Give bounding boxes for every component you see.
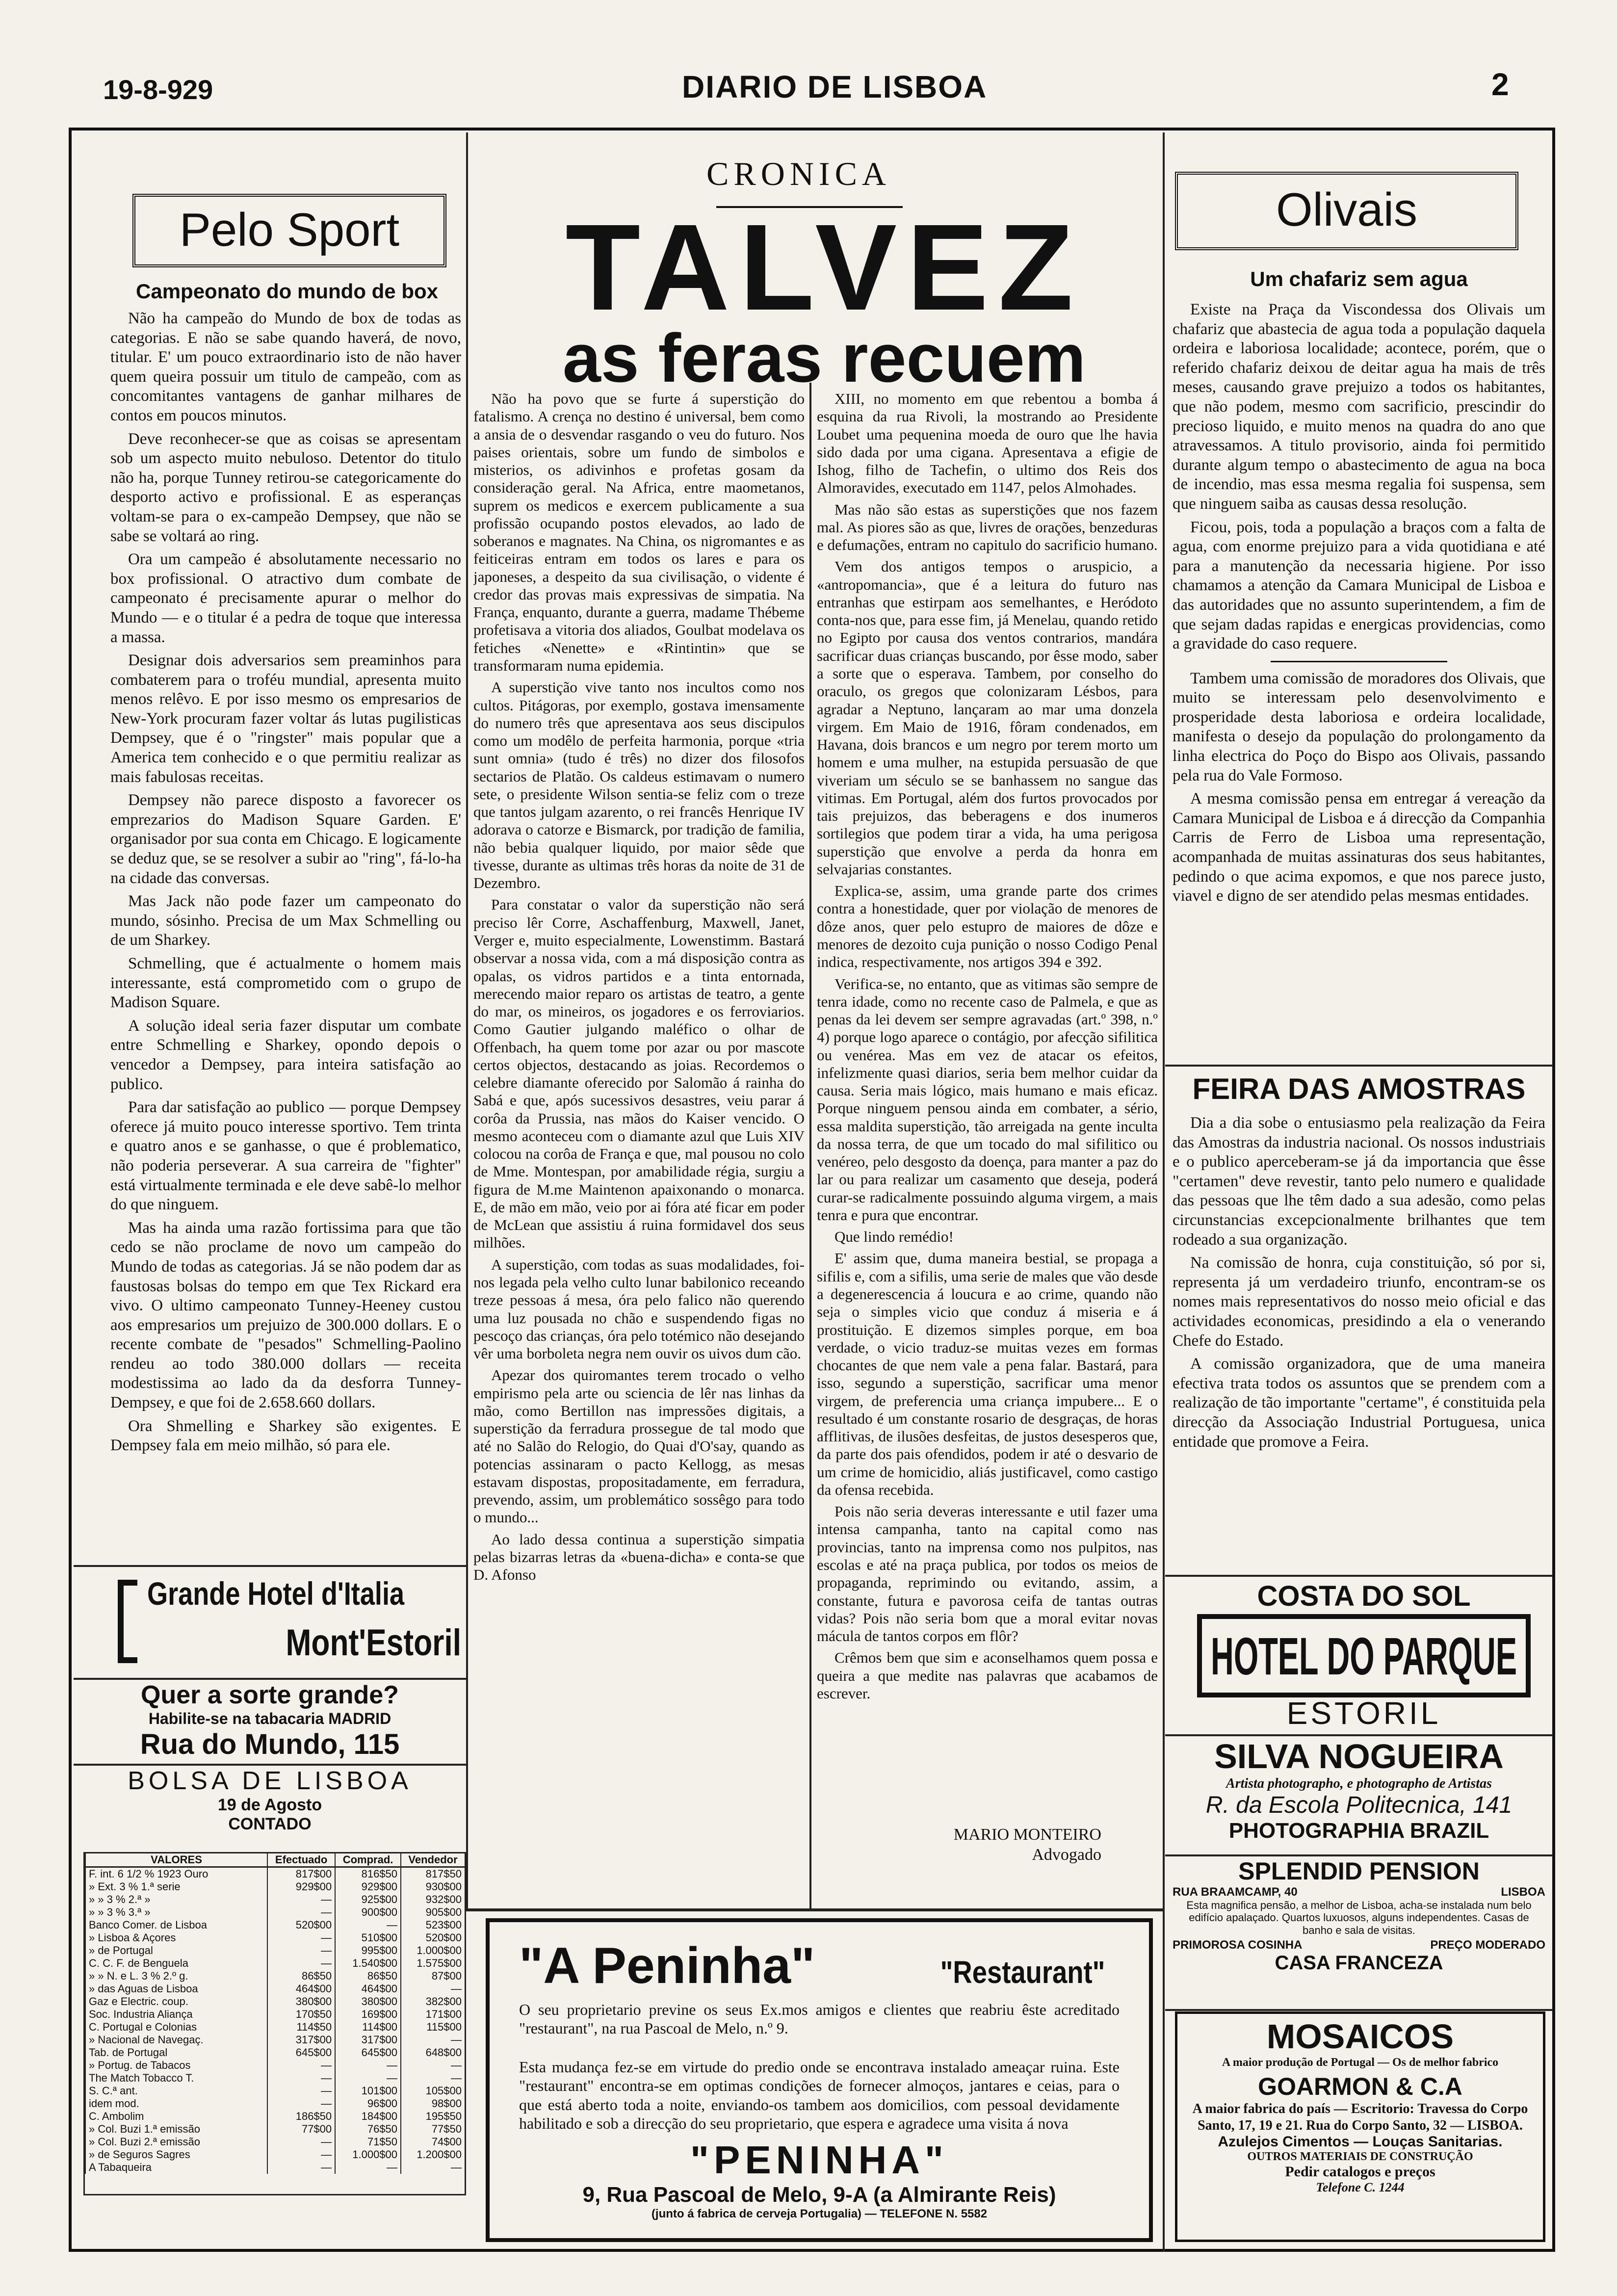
parque-box xyxy=(1197,1614,1531,1697)
mosaicos-phone: Telefone C. 1244 xyxy=(1316,2180,1405,2195)
divider xyxy=(1165,1575,1553,1577)
sorte-tabacaria: Habilite-se na tabacaria MADRID xyxy=(148,1710,391,1727)
table-row xyxy=(85,1983,465,1995)
table-row xyxy=(85,1867,465,1881)
mosaicos-text-3: OUTROS MATERIAIS DE CONSTRUÇÃO xyxy=(1247,2150,1473,2164)
price-cell: 1.540$00 xyxy=(335,1957,401,1970)
price-cell: — xyxy=(401,2059,465,2072)
security-name: » » 3 % 3.ª » xyxy=(85,1906,267,1919)
price-cell: 995$00 xyxy=(335,1944,401,1957)
paragraph: Pois não seria deveras interessante e util fazer uma intensa campanha, tanto na capital como nas provincias, tanto na imprensa como nos pulpitos, nas escolas e até na praça publica, por todos os meios de propaganda, reprimindo ou evitando, assim, a constante, futura e pavorosa ceifa de tantas outras vidas? Pois não seria bom que a moral evitar novas mácula de tantos corpos em flôr? xyxy=(817,1503,1158,1645)
feira-headline: FEIRA DAS AMOSTRAS xyxy=(1192,1072,1526,1105)
paragraph: Apezar dos quiromantes terem trocado o velho empirismo pela arte ou sciencia de lêr nas linhas da mão, como Bertillon nas impressões digitais, a superstição da ferradura prossegue de tal modo que até no Salão do Relogio, do Quai d'O'say, quando as potencias assinaram o pacto Kellogg, as mesas estavam dispostas, propositadamente, em ferradura, prevendo, assim, um problemático sossêgo para todo o mundo... xyxy=(473,1366,805,1526)
table-row xyxy=(85,2034,465,2046)
mosaicos-text-2: Azulejos Cimentos — Louças Sanitarias. xyxy=(1218,2134,1503,2150)
peninha-footer: (junto á fabrica de cerveja Portugalia) — TELEFONE N. 5582 xyxy=(651,2207,988,2221)
splendid-right: PREÇO MODERADO xyxy=(1430,1938,1545,1952)
price-cell: — xyxy=(335,1919,401,1931)
security-name: The Match Tobacco T. xyxy=(85,2072,267,2085)
table-row xyxy=(85,2085,465,2097)
ad-grande-hotel-italia xyxy=(118,1575,461,1673)
paragraph: Na comissão de honra, cuja constituição, só por si, representa já um verdadeiro triunfo, encontram-se os nomes mais representativos do nosso meio oficial e das actividades economicas, presidindo a ela o venerando Chefe do Estado. xyxy=(1173,1254,1545,1350)
cronica-kicker: CRONICA xyxy=(706,155,891,192)
cronica-column-1 xyxy=(473,390,805,1906)
sorte-address: Rua do Mundo, 115 xyxy=(140,1728,400,1759)
security-name: » Col. Buzi 1.ª emissão xyxy=(85,2123,267,2136)
price-cell: 817$00 xyxy=(267,1867,335,1881)
column-rule xyxy=(1163,132,1165,2252)
silva-address: R. da Escola Politecnica, 141 xyxy=(1205,1792,1513,1818)
silva-line-1: Artista photographo, e photographo de Artistas xyxy=(1226,1776,1492,1791)
bolsa-title: BOLSA DE LISBOA xyxy=(128,1767,412,1795)
table-row xyxy=(85,2110,465,2123)
price-cell: 195$50 xyxy=(401,2110,465,2123)
peninha-subtitle: "Restaurant" xyxy=(940,1955,1105,1990)
cronica-headline-sub: as feras recuem xyxy=(562,324,1086,392)
security-name: idem mod. xyxy=(85,2097,267,2110)
olivais-article xyxy=(1173,300,1545,1051)
mosaicos-text-4: Pedir catalogos e preços xyxy=(1285,2164,1435,2180)
sport-article xyxy=(110,309,461,1550)
ad-mosaicos xyxy=(1175,2011,1545,2242)
price-cell: — xyxy=(335,2059,401,2072)
price-cell: 464$00 xyxy=(335,1983,401,1995)
price-cell: 98$00 xyxy=(401,2097,465,2110)
paragraph: Ao lado dessa continua a superstição simpatia pelas bizarras letras da «buena-dicha» e conta-se que D. Afonso xyxy=(473,1530,805,1584)
price-cell: — xyxy=(267,1957,335,1970)
author-title: Advogado xyxy=(1032,1845,1101,1864)
cronica-column-2 xyxy=(817,390,1158,1823)
bolsa-date: 19 de Agosto xyxy=(217,1796,322,1814)
price-cell: — xyxy=(267,2059,335,2072)
table-row xyxy=(85,1995,465,2008)
sorte-headline: Quer a sorte grande? xyxy=(141,1681,399,1709)
divider xyxy=(1165,2009,1553,2011)
table-row xyxy=(85,2161,465,2174)
peninha-address: 9, Rua Pascoal de Melo, 9-A (a Almirante Reis) xyxy=(582,2183,1056,2207)
mosaicos-subtitle: A maior produção de Portugal — Os de melhor fabrico xyxy=(1222,2056,1499,2069)
security-name: » Lisboa & Açores xyxy=(85,1931,267,1944)
divider xyxy=(74,1764,466,1766)
mosaicos-title: MOSAICOS xyxy=(1266,2017,1454,2056)
cronica-signature xyxy=(817,1825,1101,1865)
paragraph: A solução ideal seria fazer disputar um combate entre Schmelling e Sharkey, opondo depois o vencedor a Dempsey, para inteira satisfação ao publico. xyxy=(110,1017,461,1093)
paragraph: Tambem uma comissão de moradores dos Olivais, que muito se interessam pelo desenvolvimento e prosperidade desta laboriosa e ordeira localidade, manifesta o desejo da população do prolongamento da linha electrica do Poço do Bispo aos Olivais, passando pela rua do Vale Formoso. xyxy=(1173,669,1545,784)
olivais-headline: Um chafariz sem agua xyxy=(1250,267,1468,290)
security-name: C. Portugal e Colonias xyxy=(85,2021,267,2034)
price-cell: 900$00 xyxy=(335,1906,401,1919)
price-cell: 169$00 xyxy=(335,2008,401,2021)
paragraph: Deve reconhecer-se que as coisas se apresentam sob um aspecto muito nebuloso. Detentor do titulo não ha, porque Tunney retirou-se categoricamente do desporto activo e profissional. E as esperanças voltam-se para o ex-campeão Dempsey, que não se sabe se voltará ao ring. xyxy=(110,430,461,545)
price-cell: 77$50 xyxy=(401,2123,465,2136)
security-name: » » 3 % 2.ª » xyxy=(85,1893,267,1906)
price-cell: 905$00 xyxy=(401,1906,465,1919)
column-header: Comprad. xyxy=(335,1853,401,1867)
price-cell: 929$00 xyxy=(267,1880,335,1893)
splendid-text: Esta magnifica pensão, a melhor de Lisboa, acha-se instalada num belo edifício apalaçado. Quartos luxuosos, alguns independentes. Casas de banho e sala de visitas. xyxy=(1186,1899,1532,1936)
price-cell: 816$50 xyxy=(335,1867,401,1881)
paragraph: Designar dois adversarios sem preaminhos para combaterem para o troféu mundial, apresenta muito menos relêvo. E por isso mesmo os empresarios de New-York procuram fazer voltar ás lutas pugilisticas Dempsey, que é o "ringster" mais popular que a America tem conhecido e o que permitiu realizar as mais fabulosas receitas. xyxy=(110,652,461,786)
parque-top: COSTA DO SOL xyxy=(1257,1580,1471,1612)
security-name: » » N. e L. 3 % 2.º g. xyxy=(85,1970,267,1983)
paragraph: Crêmos bem que sim e aconselhamos quem possa e queira a que medite nas palavras que acabamos de escrever. xyxy=(817,1649,1158,1702)
price-cell: 74$00 xyxy=(401,2136,465,2148)
paragraph: A comissão organizadora, que de uma maneira efectiva trata todos os assuntos que se prendem com a realização de tão importante "certame", é constituida pela direcção da Associação Industrial Portuguesa, unica entidade que promove a Feira. xyxy=(1173,1355,1545,1451)
paragraph: Ora um campeão é absolutamente necessario no box profissional. O atractivo dum combate de campeonato é precisamente apurar o melhor do Mundo — e o titular é a pedra de toque que interessa a massa. xyxy=(110,550,461,646)
peninha-para-1: O seu proprietario previne os seus Ex.mos amigos e clientes que reabriu êste acreditado "restaurant", na rua Pascoal de Melo, n.º 9. xyxy=(519,2001,1120,2037)
price-cell: 86$50 xyxy=(267,1970,335,1983)
table-row xyxy=(85,2097,465,2110)
hotel-italia-location: Mont'Estoril xyxy=(286,1622,461,1664)
bolsa-table xyxy=(85,1853,465,2174)
page-number: 2 xyxy=(1491,67,1509,102)
price-cell: 510$00 xyxy=(335,1931,401,1944)
price-cell: 76$50 xyxy=(335,2123,401,2136)
paragraph: A superstição vive tanto nos incultos como nos cultos. Pitágoras, por exemplo, gostava imensamente do numero três que apresentava aos seus discipulos como um modêlo de perfeita harmonia, porque «tria sunt omnia» (tudo é três) no dizer dos filosofos sectarios de Platão. Os caldeus estimavam o numero sete, o presidente Wilson sentia-se feliz com o treze que tantos julgam azarento, o rei francês Henrique IV adorava o catorze e Bismarck, por tradição de familia, não bebia qualquer liquido, por maior sêde que tivesse, durante as ultimas três horas da noite de 31 de Dezembro. xyxy=(473,678,805,892)
price-cell: — xyxy=(267,2148,335,2161)
splendid-city: LISBOA xyxy=(1501,1885,1545,1899)
peninha-header xyxy=(519,1937,1120,1995)
splendid-address-row xyxy=(1173,1885,1545,1899)
table-row xyxy=(85,1957,465,1970)
bolsa-header xyxy=(78,1766,461,1834)
security-name: Gaz e Electric. coup. xyxy=(85,1995,267,2008)
sport-headline: Campeonato do mundo de box xyxy=(136,280,438,303)
price-cell: 523$00 xyxy=(401,1919,465,1931)
price-cell: 87$00 xyxy=(401,1970,465,1983)
price-cell: 1.575$00 xyxy=(401,1957,465,1970)
column-header: Efectuado xyxy=(267,1853,335,1867)
paragraph: XIII, no momento em que rebentou a bomba á esquina da rua Rivoli, la mostrando ao Presidente Loubet uma pequenina moeda de ouro que lhe havia sido dada por uma cigana. Apresentava a efigie de Ishog, filho de Tachefin, o ultimo dos Reis dos Almoravides, executado em 1147, pelos Almohades. xyxy=(817,390,1158,496)
ad-peninha xyxy=(486,1918,1153,2242)
table-row xyxy=(85,1893,465,1906)
table-row xyxy=(85,1906,465,1919)
cronica-headline-main: TALVEZ xyxy=(565,206,1083,329)
paragraph: Existe na Praça da Viscondessa dos Olivais um chafariz que abastecia de agua toda a população daquela ordeira e laboriosa localidade; acontece, porém, que o referido chafariz deixou de deitar agua ha mais de três meses, causando grave prejuizo a todos os habitantes, que não podem, mesmo com sacrificio, prescindir do precioso liquido, e muito menos na quadra do ano que atravessamos. A titulo provisorio, ainda foi permitido durante algum tempo o abastecimento de agua na boca de incendio, mas essa mesma regalia foi suspensa, sem que ninguem saiba as causas dessa resolução. xyxy=(1173,301,1545,513)
paragraph: A mesma comissão pensa em entregar á vereação da Camara Municipal de Lisboa e á direcção da Companhia Carris de Ferro de Lisboa uma representação, acompanhada de muitas assinaturas dos seus habitantes, pedindo o que acima expomos, e que nos parece justo, viavel e digno de ser atendido pelas mesmas entidades. xyxy=(1173,790,1545,905)
paragraph: E' assim que, duma maneira bestial, se propaga a sifilis e, com a sifilis, uma serie de males que vão desde a degenerescencia á loucura e ao crime, quando não seja o simples vicio que conduz á miseria e á prostituição. E dizemos simples porque, em boa verdade, o vicio traduz-se muitas vezes em formas chocantes de que nem vale a pena falar. Bastará, para isso, segundo a superstição, sacrificar uma menor virgem, de preferencia uma criança impubere... E o resultado é um constante rosario de desgraças, de horas afflitivas, de ilusões desfeitas, de justos desesperos que, da parte dos pais ofendidos, podem ir até o desvario de um crime de homicidio, aliás justificavel, como castigo da ofensa recebida. xyxy=(817,1250,1158,1498)
security-name: A Tabaqueira xyxy=(85,2161,267,2174)
splendid-footer: CASA FRANCEZA xyxy=(1275,1952,1443,1974)
price-cell: 932$00 xyxy=(401,1893,465,1906)
paragraph: Vem dos antigos tempos o aruspicio, a «antropomancia», que é a leitura do futuro nas entranhas que estirpam aos semelhantes, e Heródoto conta-nos que, para esse fim, já Menelau, quando retido no Egipto por causa dos ventos contrarios, mandára sacrificar duas crianças buscando, por êsse modo, saber a sorte que o esperava. Tambem, por conselho do oraculo, os gregos que colonizaram Lésbos, para agradar a Neptuno, lançaram ao mar uma donzela virgem. Em Maio de 1916, fôram condenados, em Havana, dois brancos e um negro por terem morto um homem e uma mulher, na estupida persuasão de que viveriam um século se se banhassem no sangue das vitimas. Em Portugal, além dos furtos provocados por tais prejuizos, das beberagens e dos inumeros sortilegios que podem tirar a vida, ha uma perigosa superstição que envolve a perda da honra em selvajarias constantes. xyxy=(817,558,1158,878)
table-row xyxy=(85,1919,465,1931)
peninha-title: "A Peninha" xyxy=(519,1937,815,1994)
paragraph: A superstição, com todas as suas modalidades, foi-nos legada pela velho culto lunar babilonico receando treze pessoas á mesa, óra pelo falico não querendo uma luz pousada no chão e suspendendo figas no pescoço das crianças, óra pelo totémico não desejando vêr uma borboleta negra nem ouvir os uivos dum cão. xyxy=(473,1255,805,1362)
table-row xyxy=(85,2072,465,2085)
divider xyxy=(1165,1854,1553,1856)
price-cell: 186$50 xyxy=(267,2110,335,2123)
mosaicos-text-1: A maior fabrica do país — Escritorio: Travessa do Corpo Santo, 17, 19 e 21. Rua do Corpo Santo, 32 — LISBOA. xyxy=(1192,2101,1528,2133)
price-cell: — xyxy=(267,2136,335,2148)
splendid-left: PRIMOROSA COSINHA xyxy=(1173,1938,1303,1952)
table-row xyxy=(85,1931,465,1944)
price-cell: 184$00 xyxy=(335,2110,401,2123)
paragraph: Para dar satisfação ao publico — porque Dempsey oferece já muito pouco interesse sportivo. Tem trinta e quatro anos e se ganhasse, o que é problematico, não poderia perseverar. A sua carreira de "fighter" está virtualmente terminada e ele deve sabê-lo melhor do que ninguem. xyxy=(110,1098,461,1214)
column-header: VALORES xyxy=(85,1853,267,1867)
olivais-section-title: Olivais xyxy=(1175,172,1518,250)
price-cell: — xyxy=(335,2072,401,2085)
table-row xyxy=(85,1944,465,1957)
price-cell: — xyxy=(401,2072,465,2085)
bolsa-table-wrap xyxy=(83,1852,466,2195)
paragraph: Ora Shmelling e Sharkey são exigentes. E Dempsey fala em meio milhão, só para ele. xyxy=(110,1417,461,1455)
ad-tabacaria-madrid xyxy=(78,1680,461,1759)
ad-silva-nogueira xyxy=(1173,1737,1545,1843)
price-cell: 71$50 xyxy=(335,2136,401,2148)
paragraph: Mas não são estas as superstições que nos fazem mal. As piores são as que, livres de orações, benzeduras e defumações, entram no capitulo do sacrificio humano. xyxy=(817,500,1158,554)
price-cell: 1.200$00 xyxy=(401,2148,465,2161)
paragraph: Não ha povo que se furte á superstição do fatalismo. A crença no destino é universal, bem como a ansia de o desvendar rasgando o veu do futuro. Nos paises orientais, sobre um fundo de simbolos e misterios, os adivinhos e profetas gosam da consideração geral. Na Africa, entre maometanos, suprem os medicos e exercem publicamente a sua profissão ocupando postos elevados, ao lado de soberanos e magnates. Na China, os nigromantes e as feiticeiras entram em todos os lares e para os japoneses, a despeito da sua civilisação, o vidente é credor das provas mais expressivas de simpatia. Na França, enquanto, durante a guerra, madame Thébeme profetisava a vitoria dos aliados, Goulbat modelava os fetiches «Nenette» e «Rintintin» que se transformaram numa epidemia. xyxy=(473,390,805,674)
price-cell: — xyxy=(267,1906,335,1919)
price-cell: 317$00 xyxy=(335,2034,401,2046)
splendid-features xyxy=(1173,1938,1545,1952)
price-cell: — xyxy=(335,2161,401,2174)
security-name: C. Ambolim xyxy=(85,2110,267,2123)
splendid-address: RUA BRAAMCAMP, 40 xyxy=(1173,1885,1298,1899)
column-rule xyxy=(466,132,468,1908)
price-cell: 645$00 xyxy=(267,2046,335,2059)
table-row xyxy=(85,2059,465,2072)
price-cell: — xyxy=(267,2072,335,2085)
price-cell: 925$00 xyxy=(335,1893,401,1906)
paragraph: Para constatar o valor da superstição não será preciso lêr Corre, Aschaffenburg, Maxwell, Janet, Verger e, muito especialmente, Lowenstimm. Bastará observar a nossa vida, com a má disposição contra as opalas, os vidros partidos e a tinta entornada, merecendo maior reparo os artistas de teatro, a gente do mar, os mineiros, os jogadores e os ferroviarios. Como Gautier julgando maléfico o olhar de Offenbach, ha quem tome por azar ou por mascote certos objectos, destacando as joias. Recordemos o celebre diamante oferecido por Salomão á rainha do Sabá e que, após sucessivos desastres, veiu parar á corôa da Prussia, nas mãos do Kaiser vencido. O mesmo aconteceu com o diamante azul que Luis XIV colocou na corôa de França e que, mal pousou no colo de Mme. Montespan, por amabilidade régia, surgiu a figura de M.me Maintenon apaixonando o monarca. E, de mão em mão, veio por ai fóra até ficar em poder de McLean que assistiu á ruina formidavel dos seus milhões. xyxy=(473,896,805,1252)
table-row xyxy=(85,2046,465,2059)
security-name: S. C.ª ant. xyxy=(85,2085,267,2097)
price-cell: 105$00 xyxy=(401,2085,465,2097)
price-cell: — xyxy=(267,1931,335,1944)
page-date: 19-8-929 xyxy=(103,74,213,105)
price-cell: 380$00 xyxy=(335,1995,401,2008)
divider xyxy=(466,1908,1163,1911)
security-name: » das Aguas de Lisboa xyxy=(85,1983,267,1995)
bolsa-subtitle: CONTADO xyxy=(228,1815,312,1833)
price-cell: 382$00 xyxy=(401,1995,465,2008)
security-name: » Col. Buzi 2.ª emissão xyxy=(85,2136,267,2148)
hotel-italia-name: Grande Hotel d'Italia xyxy=(147,1575,405,1612)
table-row xyxy=(85,2123,465,2136)
price-cell: 317$00 xyxy=(267,2034,335,2046)
price-cell: 170$50 xyxy=(267,2008,335,2021)
bracket-decoration xyxy=(118,1580,137,1663)
divider xyxy=(1271,661,1447,662)
price-cell: 645$00 xyxy=(335,2046,401,2059)
divider xyxy=(74,1565,466,1567)
security-name: » Portug. de Tabacos xyxy=(85,2059,267,2072)
price-cell: 520$00 xyxy=(267,1919,335,1931)
price-cell: 817$50 xyxy=(401,1867,465,1881)
table-row xyxy=(85,2021,465,2034)
paragraph: Dempsey não parece disposto a favorecer os emprezarios do Madison Square Garden. E' organisador por sua conta em Chicago. E logicamente se deduz que, se se resolver a subir ao "ring", fá-lo-ha na cidade das conversas. xyxy=(110,791,461,887)
security-name: Banco Comer. de Lisboa xyxy=(85,1919,267,1931)
price-cell: 86$50 xyxy=(335,1970,401,1983)
security-name: Soc. Industria Aliança xyxy=(85,2008,267,2021)
paragraph: Explica-se, assim, uma grande parte dos crimes contra a honestidade, quer por violação de menores de dôze anos, quer pelo estupro de maiores de dôze e menores de dezoito cuja punição o nosso Codigo Penal indica, respectivamente, nos artigos 394 e 392. xyxy=(817,882,1158,971)
security-name: » de Seguros Sagres xyxy=(85,2148,267,2161)
price-cell: 648$00 xyxy=(401,2046,465,2059)
sport-section-title: Pelo Sport xyxy=(132,194,446,267)
price-cell: 929$00 xyxy=(335,1880,401,1893)
paragraph: Não ha campeão do Mundo de box de todas as categorias. E não se sabe quando haverá, de novo, titular. E' um pouco extraordinario isto de não haver quem queira possuir um titulo de campeão, com as concomitantes vantagens de ganhar milhares de contos em poucos minutos. xyxy=(110,310,461,424)
column-header: Vendedor xyxy=(401,1853,465,1867)
peninha-name: "PENINHA" xyxy=(690,2138,948,2182)
column-rule xyxy=(809,383,811,1908)
security-name: » Nacional de Navegaç. xyxy=(85,2034,267,2046)
silva-studio: PHOTOGRAPHIA BRAZIL xyxy=(1228,1819,1489,1843)
table-row xyxy=(85,2008,465,2021)
table-row xyxy=(85,2136,465,2148)
price-cell: — xyxy=(267,1893,335,1906)
price-cell: 114$50 xyxy=(267,2021,335,2034)
newspaper-title: DIARIO DE LISBOA xyxy=(682,69,988,104)
peninha-para-2: Esta mudança fez-se em virtude do predio onde se encontrava instalado ameaçar ruina. Este "restaurant" encontra-se em optimas condições de fornecer almoços, jantares e ceias, para o que está aberto toda a noite, enviando-os tambem aos domicilios, com pessoal devidamente habilitado e sob a direcção do seu proprietario, que espera e agradece uma visita á nova xyxy=(519,2058,1120,2132)
mosaicos-brand: GOARMON & C.A xyxy=(1258,2073,1462,2100)
parque-location: ESTORIL xyxy=(1286,1696,1441,1731)
price-cell: 115$00 xyxy=(401,2021,465,2034)
security-name: Tab. de Portugal xyxy=(85,2046,267,2059)
ad-splendid-pension xyxy=(1173,1857,1545,2004)
paragraph: Schmelling, que é actualmente o homem mais interessante, está comprometido com o grupo de Madison Square. xyxy=(110,955,461,1012)
security-name: F. int. 6 1/2 % 1923 Ouro xyxy=(85,1867,267,1881)
divider xyxy=(74,1678,466,1680)
security-name: » Ext. 3 % 1.ª serie xyxy=(85,1880,267,1893)
table-row xyxy=(85,1970,465,1983)
splendid-name: SPLENDID PENSION xyxy=(1238,1857,1480,1885)
security-name: » de Portugal xyxy=(85,1944,267,1957)
price-cell: 1.000$00 xyxy=(401,1944,465,1957)
divider xyxy=(1165,1734,1553,1736)
price-cell: 380$00 xyxy=(267,1995,335,2008)
price-cell: 114$00 xyxy=(335,2021,401,2034)
paragraph: Mas Jack não pode fazer um campeonato do mundo, sósinho. Precisa de um Max Schmelling ou de um Sharkey. xyxy=(110,892,461,949)
price-cell: — xyxy=(401,2161,465,2174)
paragraph: Que lindo remédio! xyxy=(835,1228,954,1246)
security-name: C. C. F. de Benguela xyxy=(85,1957,267,1970)
author-name: MARIO MONTEIRO xyxy=(953,1826,1101,1844)
feira-article xyxy=(1173,1114,1545,1570)
price-cell: 930$00 xyxy=(401,1880,465,1893)
silva-name: SILVA NOGUEIRA xyxy=(1214,1737,1504,1775)
price-cell: 1.000$00 xyxy=(335,2148,401,2161)
price-cell: — xyxy=(267,2085,335,2097)
price-cell: 464$00 xyxy=(267,1983,335,1995)
paragraph: Verifica-se, no entanto, que as vitimas são sempre de tenra idade, como no recente caso de Palmela, e que as penas da lei devem ser sempre agravadas (art.º 398, n.º 4) porque logo aparece o contágio, por afecção sifilitica ou venérea. Mas em vez de atacar os efeitos, infelizmente quasi diarios, seria bem melhor cuidar da causa. Seria mais lógico, mais humano e mais eficaz. Porque ninguem pensou ainda em combater, a sério, essa maldita superstição, tão arreigada na gente inculta da nossa terra, de que um tocado do mal sifilitico ou venéreo, pelo desgosto da doença, para manter a paz do lar ou para realizar um casamento que deseja, poderá curar-se radicalmente possuindo alguma virgem, a mais tenra e pura que encontrar. xyxy=(817,975,1158,1224)
table-row xyxy=(85,1880,465,1893)
table-row xyxy=(85,2148,465,2161)
paragraph: Dia a dia sobe o entusiasmo pela realização da Feira das Amostras da industria nacional. Os nossos industriais e o publico aperceberam-se já da importancia que êsse "certamen" deve revestir, tanto pelo numero e qualidade das pessoas que lhe têm dado a sua adesão, como pelas circunstancias excepcionalmente brilhantes que tem rodeado a sua organização. xyxy=(1173,1114,1545,1249)
parque-name: HOTEL DO PARQUE xyxy=(1210,1626,1517,1686)
price-cell: 96$00 xyxy=(335,2097,401,2110)
price-cell: 101$00 xyxy=(335,2085,401,2097)
table-header-row xyxy=(85,1853,465,1867)
price-cell: — xyxy=(401,2034,465,2046)
price-cell: — xyxy=(401,1983,465,1995)
price-cell: — xyxy=(267,2161,335,2174)
price-cell: 520$00 xyxy=(401,1931,465,1944)
price-cell: 171$00 xyxy=(401,2008,465,2021)
price-cell: 77$00 xyxy=(267,2123,335,2136)
paragraph: Mas ha ainda uma razão fortissima para que tão cedo se não proclame de novo um campeão do Mundo de todas as categorias. Já se não podem dar as faustosas bolsas do tempo em que Tex Rickard era vivo. O ultimo campeonato Tunney-Heeney custou aos empresarios um prejuizo de 300.000 dollars. E o recente combate de "pesados" Schmelling-Paolino rendeu ao todo 380.000 dollars — receita modestissima ao lado da da desforra Tunney-Dempsey, e que foi de 2.658.660 dollars. xyxy=(110,1219,461,1412)
price-cell: — xyxy=(267,1944,335,1957)
price-cell: — xyxy=(267,2097,335,2110)
paragraph: Ficou, pois, toda a população a braços com a falta de agua, com enorme prejuizo para a vida quotidiana e até para a manutenção da necessaria higiene. Por isso chamamos a atenção da Camara Municipal de Lisboa e das autoridades que no assunto superintendem, a fim de que sejam dadas rapidas e energicas providencias, como a gravidade do caso requere. xyxy=(1173,518,1545,653)
divider xyxy=(1165,1065,1553,1067)
